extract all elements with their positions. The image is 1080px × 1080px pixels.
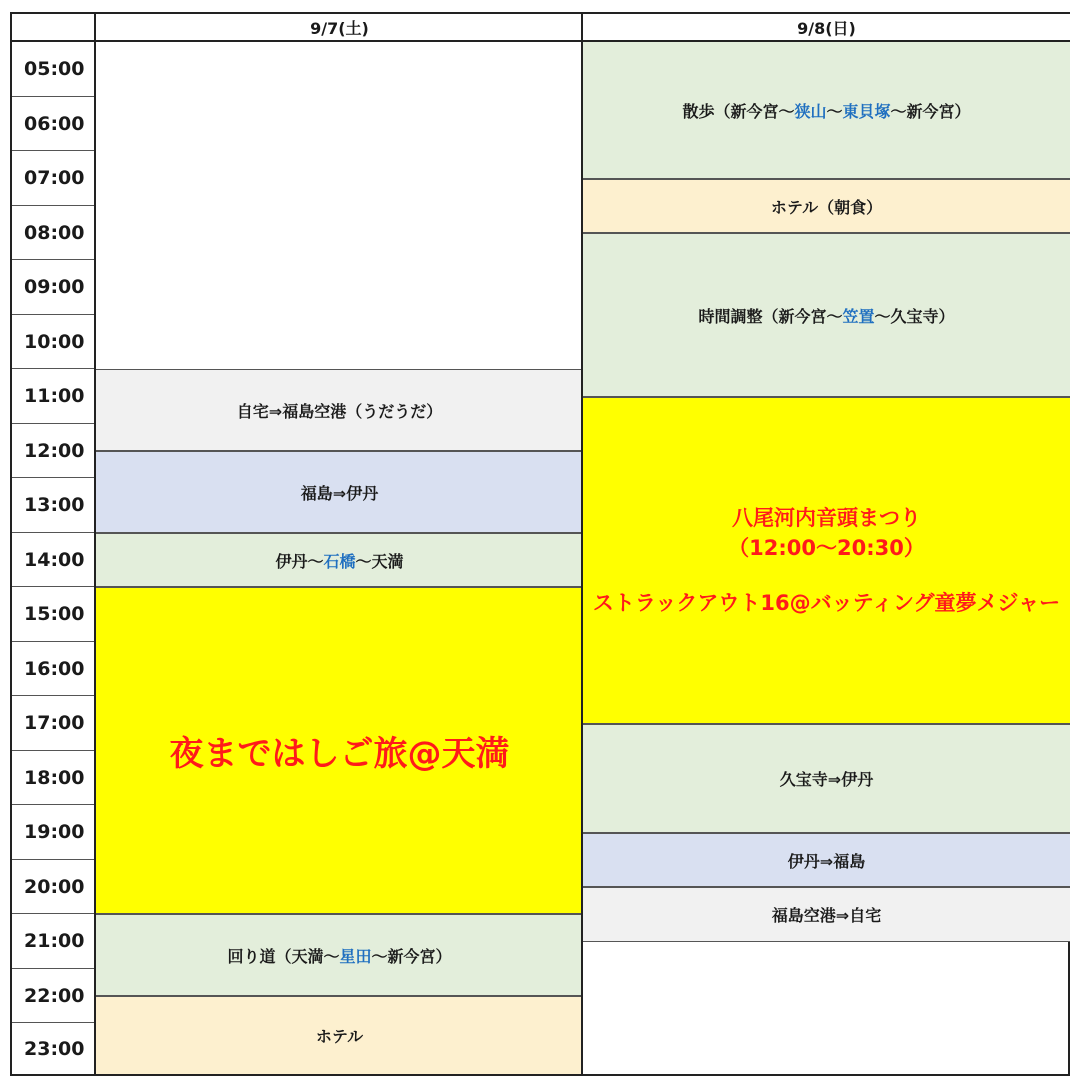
sat-b5-station: 星田 [339, 946, 372, 966]
sun-b1-part-c: ～新今宮） [890, 101, 971, 121]
time-label-1900: 19:00 [12, 805, 96, 860]
sat-b5-part-c: ～新今宮） [371, 946, 452, 966]
time-label-0800: 08:00 [12, 206, 96, 260]
sun-b3-station: 笠置 [842, 306, 875, 326]
sat-b3-part-c: ～天満 [355, 551, 404, 571]
time-label-1500: 15:00 [12, 587, 96, 642]
time-label-1000: 10:00 [12, 315, 96, 369]
divider-day-columns [581, 14, 583, 1074]
sun-event-flight: 伊丹⇒福島 [583, 833, 1070, 887]
day-header-sun: 9/8(日) [583, 14, 1070, 42]
time-label-1200: 12:00 [12, 424, 96, 478]
sat-event-itami-tenma [96, 533, 583, 587]
sun-event-hotel-breakfast: ホテル（朝食） [583, 179, 1070, 233]
sun-festival-hours: （12:00～20:30） [728, 536, 925, 561]
time-label-1700: 17:00 [12, 696, 96, 751]
sun-event-time-adjust [583, 233, 1070, 397]
sat-b3-station: 石橋 [323, 551, 356, 571]
sat-event-bar-hopping: 夜まではしご旅@天満 [96, 587, 583, 914]
schedule-table [10, 12, 1070, 1076]
sun-event-festival [583, 397, 1070, 724]
sat-event-home-to-airport: 自宅⇒福島空港（うだうだ） [96, 369, 583, 451]
time-label-2000: 20:00 [12, 860, 96, 914]
time-label-2300: 23:00 [24, 1037, 85, 1060]
sun-b1-part-a: 散歩（新今宮～ [682, 101, 795, 121]
sun-b1-station-1: 狭山 [794, 101, 827, 121]
sun-b1-station-2: 東貝塚 [842, 101, 891, 121]
sun-festival-strikeout: ストラックアウト16@バッティング童夢メジャー [592, 590, 1061, 615]
divider-time-column [94, 14, 96, 1074]
time-label-0700: 07:00 [12, 151, 96, 206]
time-label-1100: 11:00 [12, 369, 96, 424]
day-header-sat: 9/7(土) [96, 14, 583, 42]
sun-b3-part-c: ～久宝寺） [874, 306, 955, 326]
sun-event-walk [583, 42, 1070, 179]
sat-b5-part-a: 回り道（天満～ [227, 946, 340, 966]
sun-event-airport-to-home: 福島空港⇒自宅 [583, 887, 1070, 942]
sun-festival-title: 八尾河内音頭まつり [732, 505, 921, 530]
time-label-1600: 16:00 [12, 642, 96, 696]
time-label-0600: 06:00 [12, 97, 96, 151]
sat-event-detour [96, 914, 583, 996]
sun-event-kyuhoji-itami: 久宝寺⇒伊丹 [583, 724, 1070, 833]
sat-event-hotel: ホテル [96, 996, 583, 1074]
time-label-2100: 21:00 [12, 914, 96, 969]
sun-b1-part-b: ～ [826, 101, 843, 121]
sat-event-flight: 福島⇒伊丹 [96, 451, 583, 533]
time-label-0900: 09:00 [12, 260, 96, 315]
time-label-2200: 22:00 [12, 969, 96, 1023]
time-label-1800: 18:00 [12, 751, 96, 805]
time-label-0500: 05:00 [12, 42, 96, 97]
time-label-1300: 13:00 [12, 478, 96, 533]
time-label-1400: 14:00 [12, 533, 96, 587]
sun-b3-part-a: 時間調整（新今宮～ [698, 306, 843, 326]
sat-b3-part-a: 伊丹～ [275, 551, 324, 571]
corner-cell [12, 14, 96, 42]
